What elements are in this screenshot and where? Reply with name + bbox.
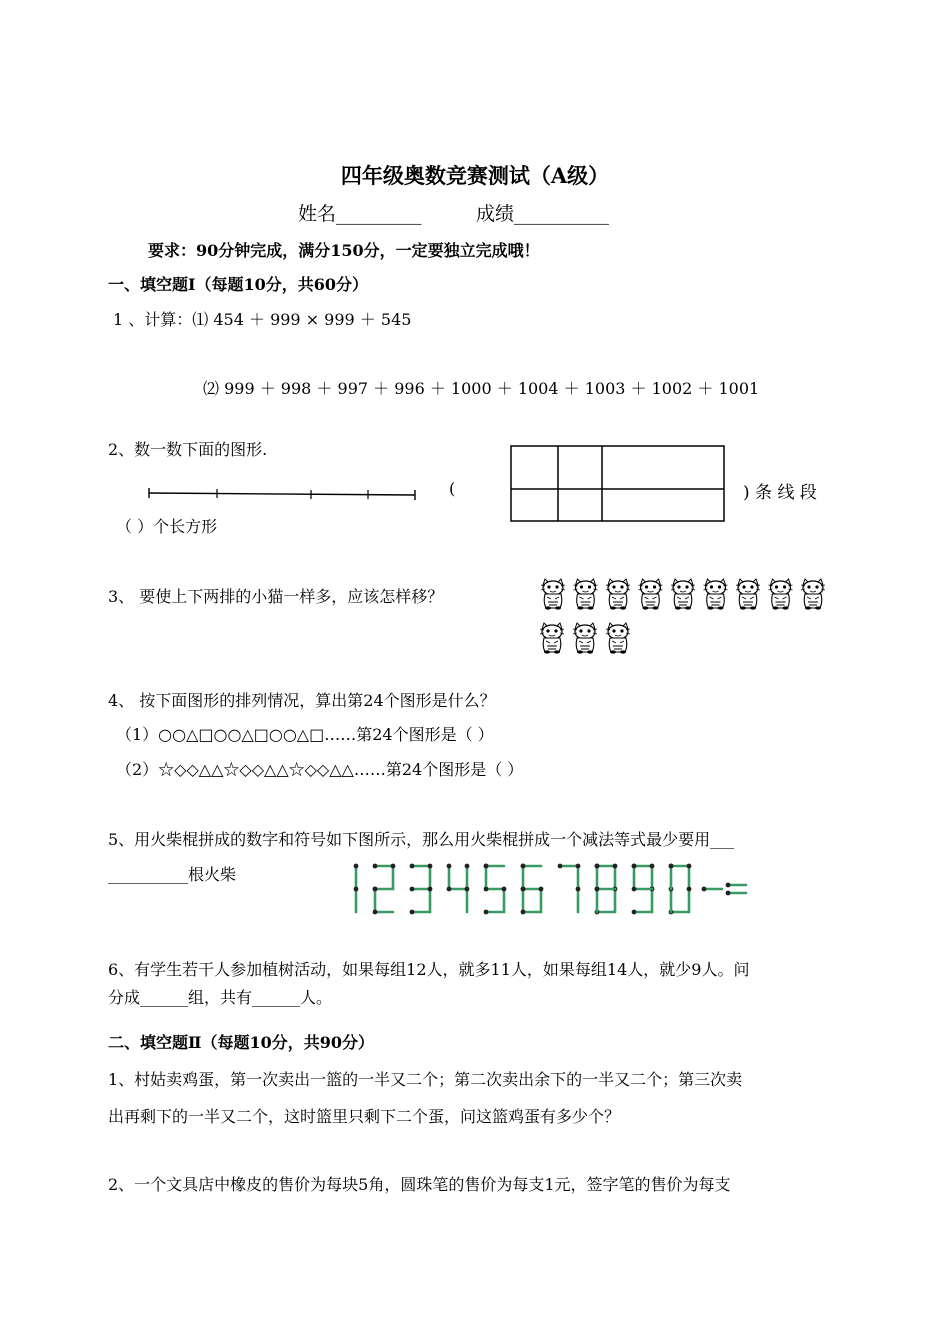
match-head: [484, 864, 489, 869]
cat-icon: [736, 579, 760, 610]
question-5-line2: __________根火柴: [108, 865, 237, 884]
match-head: [521, 910, 526, 915]
cat-icon: [606, 579, 630, 610]
match-head: [354, 887, 359, 892]
question-1-part1: 1 、计算：⑴ 454 ＋ 999 × 999 ＋ 545: [113, 310, 412, 329]
match-head: [484, 887, 489, 892]
score-field: 成绩__________: [476, 203, 610, 225]
match-head: [632, 910, 637, 915]
question-6-line1: 6、有学生若干人参加植树活动，如果每组12人，就多11人，如果每组14人，就少9人。问: [108, 960, 750, 979]
q2-rectangle-answer: （ ）个长方形: [116, 517, 218, 536]
match-head: [410, 864, 415, 869]
cat-icon: [639, 579, 663, 610]
match-head: [558, 864, 563, 869]
question-5-line1: 5、用火柴棍拼成的数字和符号如下图所示，那么用火柴棍拼成一个减法等式最少要用___: [108, 830, 735, 849]
question-1-part2: ⑵ 999 ＋ 998 ＋ 997 ＋ 996 ＋ 1000 ＋ 1004 ＋ 1003 ＋ 1002 ＋ 1001: [203, 379, 760, 398]
match-head: [465, 864, 470, 869]
match-head: [632, 887, 637, 892]
section2-question-1-line1: 1、村姑卖鸡蛋，第一次卖出一篮的一半又二个；第二次卖出余下的一半又二个；第三次卖: [108, 1070, 743, 1089]
match-head: [428, 887, 433, 892]
match-head: [428, 864, 433, 869]
match-head: [410, 910, 415, 915]
section2-question-2-line1: 2、一个文具店中橡皮的售价为每块5角，圆珠笔的售价为每支1元，签字笔的售价为每支: [108, 1175, 731, 1194]
match-head: [521, 864, 526, 869]
matchstick-figure: [332, 862, 762, 918]
match-head: [595, 887, 600, 892]
match-head: [687, 864, 692, 869]
match-head: [576, 864, 581, 869]
match-head: [391, 864, 396, 869]
question-4-prompt: 4、 按下面图形的排列情况，算出第24个图形是什么？: [108, 691, 496, 710]
match-head: [595, 864, 600, 869]
requirement-text: 要求：90分钟完成，满分150分，一定要独立完成哦！: [148, 241, 540, 260]
q2-line-segment-answer: ) 条 线 段: [743, 483, 817, 503]
line-segment-figure: [145, 485, 420, 501]
match-head: [447, 864, 452, 869]
match-head: [650, 864, 655, 869]
match-head: [410, 887, 415, 892]
match-head: [502, 887, 507, 892]
cat-icon: [801, 579, 825, 610]
match-head: [373, 887, 378, 892]
section2-question-1-line2: 出再剩下的一半又二个，这时篮里只剩下二个蛋，问这篮鸡蛋有多少个？: [108, 1107, 621, 1126]
rectangle-grid-figure: [510, 445, 730, 525]
question-3-prompt: 3、 要使上下两排的小猫一样多，应该怎样移？: [108, 587, 444, 606]
match-head: [521, 887, 526, 892]
cat-icon: [574, 579, 598, 610]
match-head: [726, 891, 731, 896]
question-2-prompt: 2、数一数下面的图形.: [108, 440, 268, 459]
match-head: [447, 887, 452, 892]
cat-icon: [671, 579, 695, 610]
cat-icon: [606, 623, 630, 654]
match-head: [484, 910, 489, 915]
question-4-line2: （2）☆◇◇△△☆◇◇△△☆◇◇△△……第24个图形是（ ）: [116, 760, 524, 779]
section1-heading: 一、填空题Ⅰ（每题10分，共60分）: [108, 275, 369, 294]
cat-icon: [573, 623, 597, 654]
page-title: 四年级奥数竞赛测试（A级）: [340, 163, 610, 188]
cat-icon: [704, 579, 728, 610]
match-head: [687, 887, 692, 892]
question-6-line2: 分成______组，共有______人。: [108, 988, 333, 1007]
question-4-line1: （1）○○△□○○△□○○△□……第24个图形是（ ）: [116, 725, 494, 744]
match-head: [702, 887, 707, 892]
match-head: [576, 887, 581, 892]
cat-icon: [540, 623, 564, 654]
match-head: [632, 864, 637, 869]
cats-figure: [535, 575, 835, 660]
cat-icon: [769, 579, 793, 610]
match-head: [465, 887, 470, 892]
q2-open-paren: (: [449, 479, 456, 498]
match-head: [373, 910, 378, 915]
match-head: [354, 864, 359, 869]
match-head: [613, 864, 618, 869]
match-head: [373, 864, 378, 869]
match-head: [539, 887, 544, 892]
cat-icon: [541, 579, 565, 610]
name-field: 姓名_________: [298, 203, 422, 225]
match-head: [726, 883, 731, 888]
section2-heading: 二、填空题Ⅱ（每题10分，共90分）: [108, 1033, 375, 1052]
match-head: [669, 864, 674, 869]
